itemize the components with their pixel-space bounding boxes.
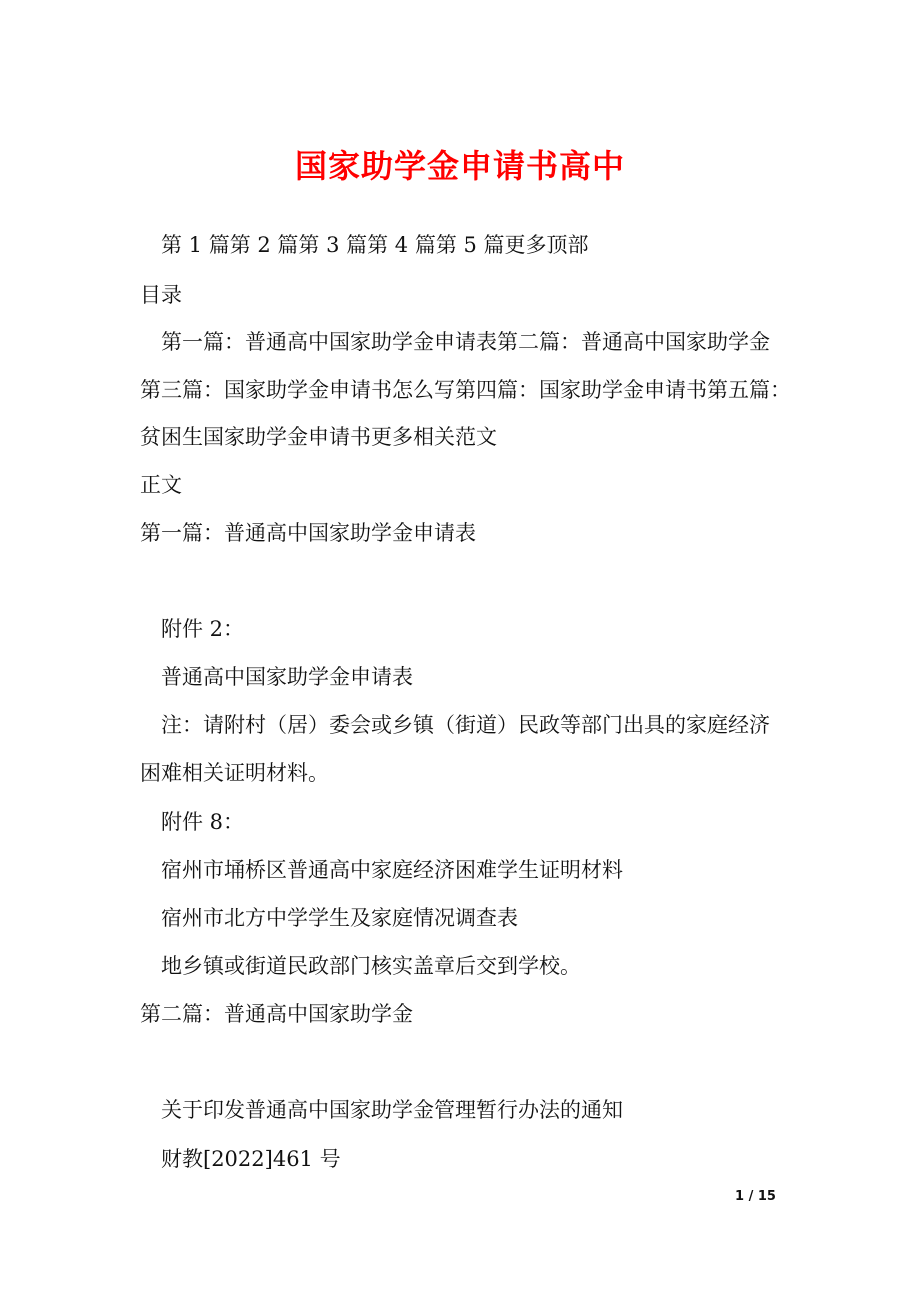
section-heading: 第二篇：普通高中国家助学金 bbox=[140, 1002, 413, 1026]
paragraph: 附件 8： bbox=[161, 810, 245, 834]
section-heading: 第一篇：普通高中国家助学金申请表 bbox=[140, 521, 476, 545]
toc-line: 第三篇：国家助学金申请书怎么写第四篇：国家助学金申请书第五篇： bbox=[140, 378, 791, 402]
body-heading: 正文 bbox=[140, 473, 182, 497]
article-nav-links[interactable]: 第 1 篇第 2 篇第 3 篇第 4 篇第 5 篇更多顶部 bbox=[161, 233, 589, 257]
toc-line: 第一篇：普通高中国家助学金申请表第二篇：普通高中国家助学金 bbox=[161, 330, 770, 354]
paragraph: 关于印发普通高中国家助学金管理暂行办法的通知 bbox=[161, 1098, 623, 1122]
paragraph: 财教[2022]461 号 bbox=[161, 1147, 341, 1171]
paragraph: 困难相关证明材料。 bbox=[140, 761, 329, 785]
page-indicator: 1 / 15 bbox=[735, 1189, 776, 1204]
paragraph: 地乡镇或街道民政部门核实盖章后交到学校。 bbox=[161, 954, 581, 978]
paragraph: 附件 2： bbox=[161, 617, 245, 641]
paragraph: 宿州市埇桥区普通高中家庭经济困难学生证明材料 bbox=[161, 858, 623, 882]
document-title: 国家助学金申请书高中 bbox=[294, 147, 625, 185]
paragraph: 注：请附村（居）委会或乡镇（街道）民政等部门出具的家庭经济 bbox=[161, 713, 770, 737]
paragraph: 宿州市北方中学学生及家庭情况调查表 bbox=[161, 906, 518, 930]
toc-line: 贫困生国家助学金申请书更多相关范文 bbox=[140, 425, 497, 449]
toc-heading: 目录 bbox=[140, 283, 182, 307]
paragraph: 普通高中国家助学金申请表 bbox=[161, 665, 413, 689]
